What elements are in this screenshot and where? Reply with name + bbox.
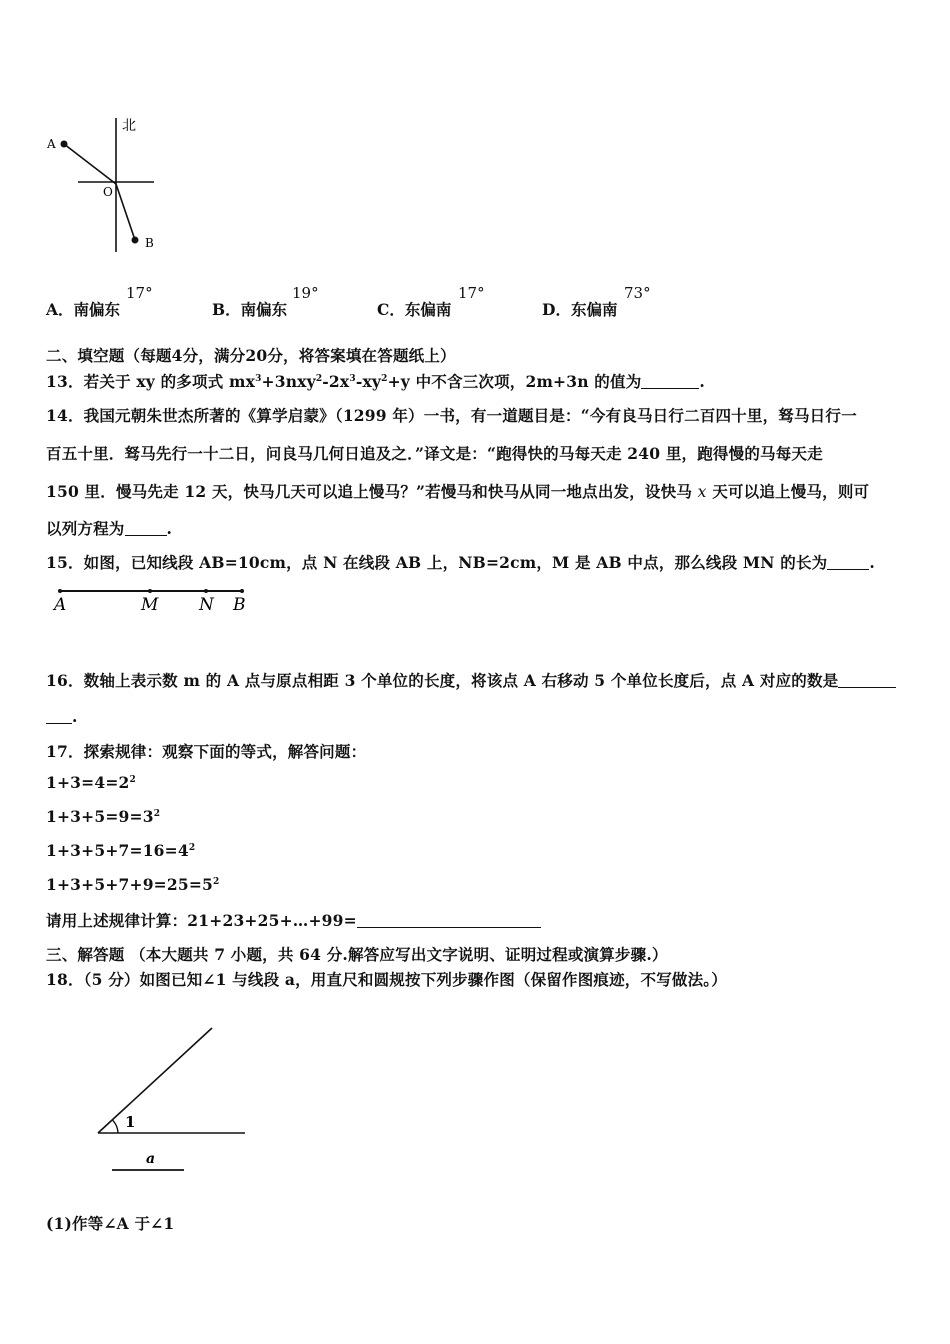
ray-ob [116, 184, 135, 240]
question-14-line2: 百五十里．驽马先行一十二日，问良马几何日追及之．”译文是：“跑得快的马每天走 240 里，跑得慢的马每天走 [46, 444, 823, 463]
option-c-angle: 17° [458, 284, 485, 302]
answer-blank-14[interactable] [125, 521, 167, 536]
point-b-label: B [233, 595, 246, 615]
point-a-dot [61, 141, 68, 148]
question-14-line1: 14．我国元朝朱世杰所著的《算学启蒙》（1299 年）一书，有一道题目是：“今有良马日行二百四十里，驽马日行一 [46, 406, 857, 425]
point-b-label: B [145, 236, 154, 250]
point-b-dot [240, 589, 244, 593]
question-18: 18．（5 分）如图已知∠1 与线段 a，用直尺和圆规按下列步骤作图（保留作图痕迹，不写做法。） [46, 970, 727, 989]
answer-blank-15[interactable] [827, 555, 869, 570]
answer-blank-17[interactable] [357, 913, 541, 928]
option-a: A．南偏东 [46, 300, 121, 319]
compass-figure [40, 110, 170, 255]
point-n-dot [204, 589, 208, 593]
equation-1: $1+3=4=2^2$ [46, 773, 136, 792]
question-16: 16．数轴上表示数 m 的 A 点与原点相距 3 个单位的长度，将该点 A 右移动 5 个单位长度后，点 A 对应的数是 [46, 669, 896, 691]
north-label: 北 [122, 118, 136, 134]
equation-4: $1+3+5+7+9=25=5^2$ [46, 875, 220, 894]
equation-3: $1+3+5+7=16=4^2$ [46, 841, 196, 860]
question-14-line4: 以列方程为 . [46, 519, 173, 538]
answer-blank-16b[interactable] [46, 709, 72, 724]
answer-blank-13[interactable] [641, 374, 699, 389]
ray-oa [64, 144, 116, 184]
question-16-cont: . [46, 707, 78, 726]
point-o-label: O [103, 185, 113, 199]
segment-figure [50, 582, 260, 618]
angle-arc [113, 1120, 118, 1133]
question-15: 15．如图，已知线段 AB=10cm，点 N 在线段 AB 上，NB=2cm，M 是 AB 中点，那么线段 MN 的长为 . [46, 553, 875, 572]
question-18-step1: (1)作等∠A 于∠1 [46, 1214, 175, 1233]
angle-slant-ray [98, 1028, 212, 1133]
segment-a-label: a [146, 1151, 156, 1167]
option-c: C．东偏南 [377, 300, 452, 319]
question-17-ask: 请用上述规律计算：21+23+25+…+99= [46, 909, 541, 931]
option-b-angle: 19° [292, 284, 319, 302]
section2-heading: 二、填空题（每题4分，满分20分，将答案填在答题纸上） [46, 346, 456, 365]
point-a-label: A [47, 137, 56, 151]
point-n-label: N [199, 595, 214, 615]
equation-2: $1+3+5=9=3^2$ [46, 807, 161, 826]
point-a-dot [58, 589, 62, 593]
question-13: 13．若关于 xy 的多项式 $mx^3+3nxy^2-2x^3-xy^2+y$ 中不含三次项，2m+3n 的值为 . [46, 372, 706, 391]
question-17-title: 17．探索规律：观察下面的等式，解答问题： [46, 742, 367, 761]
point-m-label: M [141, 595, 159, 615]
angle-1-label: 1 [125, 1113, 136, 1131]
section3-heading: 三、解答题 （本大题共 7 小题，共 64 分.解答应写出文字说明、证明过程或演算步骤.） [46, 945, 668, 964]
question-14-line3: 150 里．慢马先走 12 天，快马几天可以追上慢马？”若慢马和快马从同一地点出发，设快马 x 天可以追上慢马，则可 [46, 482, 870, 501]
point-b-dot [132, 237, 139, 244]
angle-figure [90, 1020, 255, 1175]
option-d-angle: 73° [624, 284, 651, 302]
option-a-angle: 17° [126, 284, 153, 302]
option-b: B．南偏东 [212, 300, 288, 319]
point-m-dot [148, 589, 152, 593]
option-d: D．东偏南 [542, 300, 618, 319]
point-a-label: A [54, 595, 67, 615]
answer-blank-16a[interactable] [838, 673, 896, 688]
